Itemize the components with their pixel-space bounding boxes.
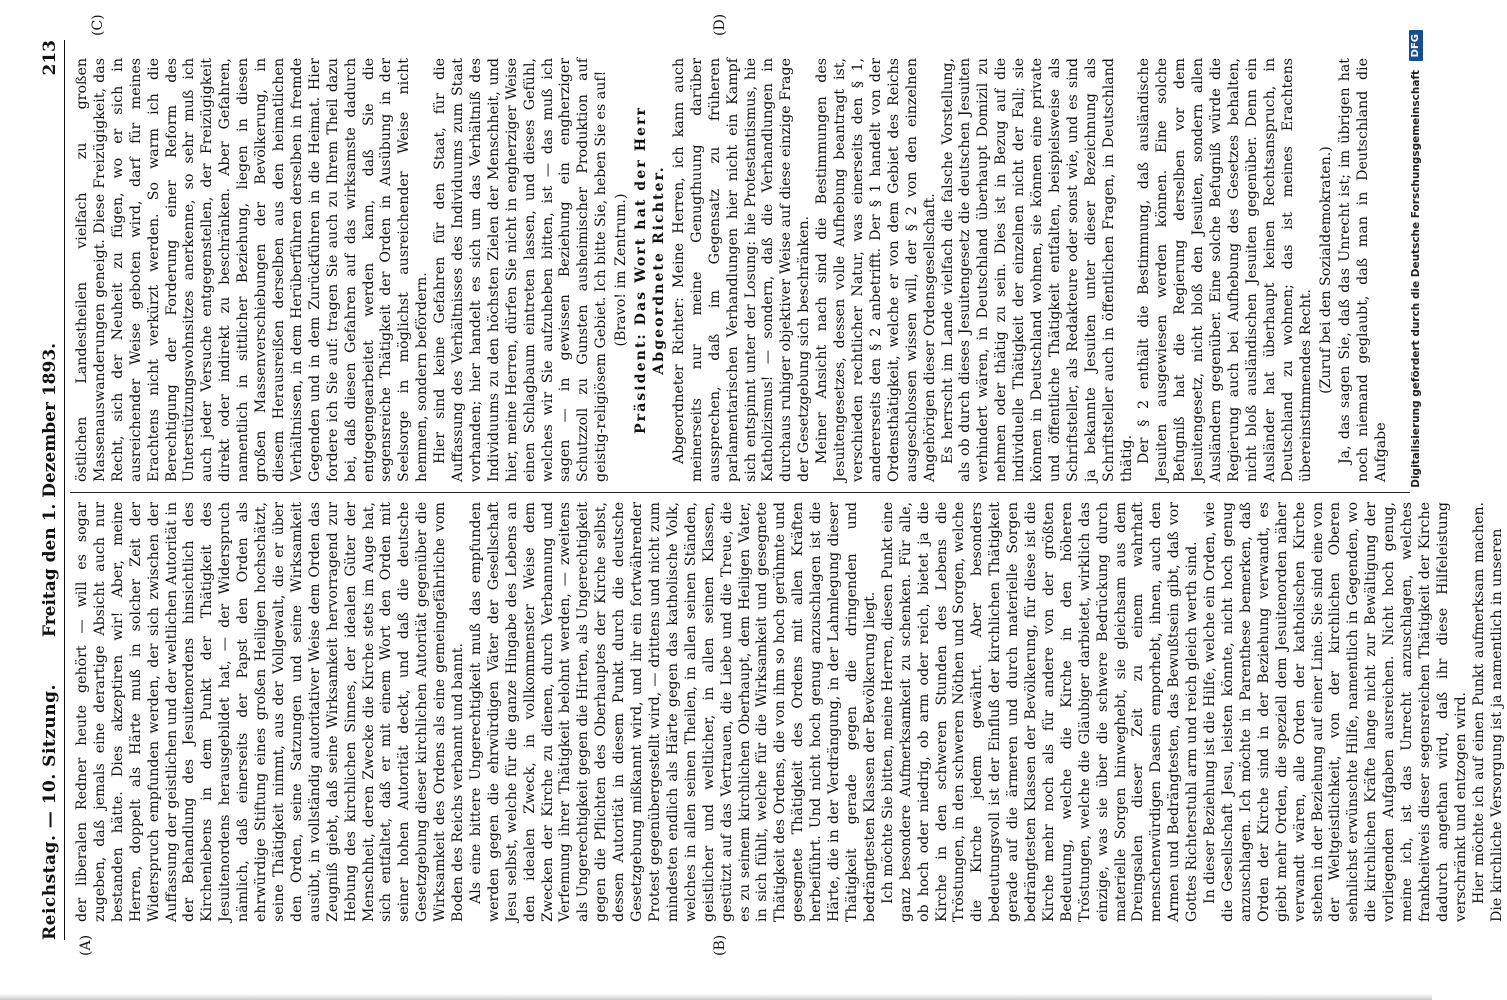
- digitization-credit: Digitalisierung gefördert durch die Deutsche Forschungsgemeinschaft: [1410, 70, 1422, 488]
- speaker-announcement: Präsident: Das Wort hat der Herr Abgeordnete Richter.: [633, 105, 667, 435]
- header-date: Freitag den 1. Dezember 1893.: [40, 342, 60, 638]
- margin-marker-c: (C): [90, 14, 106, 36]
- margin-marker-b: (B): [712, 934, 728, 956]
- dfg-logo: DFG: [1409, 30, 1423, 61]
- scan-edge-shadow: [0, 994, 1432, 1000]
- paragraph: der liberalen Redner heute gehört — will es sogar zugeben, daß jemals eine derartige Absicht auch nur bestanden hätte. Dies akzeptiren wir! Aber, meine Herren, doppelt als Härte muß in solcher Zeit der Widerspruch empfunden werden, der sich zwischen der Auffassung der geistlichen und der weltlichen Autorität in der Behandlung des Jesuitenordens hinsichtlich des Kirchenlebens in dem Punkt der Thätigkeit des Jesuitenordens herausgebildet hat, — der Widerspruch nämlich, daß einerseits der Papst den Orden als ehrwürdige Stiftung eines großen Heiligen hochschätzt, seine Thätigkeit nimmt, aus der Vollgewalt, die er über den Orden, seine Satzungen und seine Wirksamkeit ausübt, in vollständig autoritativer Weise dem Orden das Zeugniß giebt, daß seine Wirksamkeit hervorragend zur Hebung des kirchlichen Sinnes, der idealen Güter der Menschheit, deren Zwecke die Kirche stets im Auge hat, sich entfaltet, daß er mit einem Wort den Orden mit seiner hohen Autorität deckt, und daß die deutsche Gesetzgebung dieser kirchlichen Autorität gegenüber die Wirksamkeit des Ordens als eine gemeingefährliche vom Boden des Reichs verbannt und bannt.: [74, 502, 467, 922]
- margin-marker-a: (A): [78, 934, 94, 956]
- paragraph: Der § 2 enthält die Bestimmung, daß ausländische Jesuiten ausgewiesen werden können. Eine solche Befugniß hat die Regierung derselben vor dem Jesuitengesetz, nicht bloß den Jesuiten, sondern allen Ausländern gegenüber. Eine solche Befugniß würde die Regierung auch bei Aufhebung des Gesetzes behalten, nicht bloß ausländischen Jesuiten gegenüber. Denn ein Ausländer hat überhaupt keinen Rechtsanspruch, in Deutschland zu wohnen; das ist meines Erachtens übereinstimmendes Recht.: [1136, 58, 1314, 482]
- paragraph: Hier möchte ich auf einen Punkt aufmerksam machen. Die kirchliche Versorgung ist ja namentlich in unseren: [1470, 502, 1505, 922]
- paragraph: Hier sind keine Gefahren für den Staat, für die Auffassung des Verhältnisses des Individuums zum Staat vorhanden; hier handelt es sich um das Verhältniß des Individuums zu den höchsten Zielen der Menschheit, und hier, meine Herren, dürfen Sie nicht in engherziger Weise einen Schlagbaum eintreten lassen, und dieses Gefühl, welches wir Sie aufzuheben bitten, ist — das muß ich sagen — in gewissen Beziehung ein engherziger Schutzzoll zu Gunsten ausheimischer Produktion auf geistig-religiösem Gebiet. Ich bitte Sie, heben Sie es auf!: [432, 58, 610, 482]
- column-divider: [70, 492, 1410, 493]
- paragraph: Als eine bittere Ungerechtigkeit muß das empfunden werden gegen die ehrwürdigen Väter der Gesellschaft Jesu selbst, welche für die ganze Hingabe des Lebens an den idealen Zweck, in vollkommenster Weise dem Zwecken der Kirche zu dienen, durch Verbannung und Verfemung ihrer Thätigkeit belohnt werden, — zweitens als Ungerechtigkeit gegen die Hirten, als Ungerechtigkeit gegen die Pflichten des Oberhauptes der Kirche selbst, dessen Autorität in diesem Punkt durch die deutsche Gesetzgebung mißkannt wird, und ihr ein fortwährender Protest gegenübergestellt wird, — drittens und nicht zum mindesten endlich als Härte gegen das katholische Volk, welches in allen seinen Theilen, in allen seinen Ständen, geistlicher und weltlicher, in allen seinen Klassen, gestützt auf das Vertrauen, die Liebe und die Treue, die es zu seinem kirchlichen Oberhaupt, dem Heiligen Vater, in sich fühlt, welche für die Wirksamkeit und gesegnete Thätigkeit des Ordens, die von ihm so hoch gerühmte und gesegnete Thätigkeit des Ordens mit allen Kräften herbeiführt. Und nicht hoch genug anzuschlagen ist die Härte, die in der Verdrängung, in der Lahmlegung dieser Thätigkeit gerade gegen die dringenden und bedrängtesten Klassen der Bevölkerung liegt.: [467, 502, 878, 922]
- page-header: [38, 40, 65, 940]
- paragraph: In dieser Beziehung ist die Hilfe, welche ein Orden, wie die Gesellschaft Jesu, leisten könnte, nicht hoch genug anzuschlagen. Ich möchte in Parenthese bemerken, daß Orden der Kirche sind in der Beziehung verwandt, es giebt mehr Orden, die speziell dem Jesuitenorden näher verwandt wären, alle Orden der katholischen Kirche stehen in der Beziehung auf einer Linie. Sie sind eine von der Weltgeistlichkeit, von der kirchlichen Oberen sehnlichst erwünschte Hilfe, namentlich in Gegenden, wo die kirchlichen Kräfte lange nicht zur Bewältigung der vorliegenden Aufgaben ausreichen. Nicht hoch genug, meine ich, ist das Unrecht anzuschlagen, welches frankheitweis dieser segensreichen Thätigkeit der Kirche dadurch angethan wird, daß ihr diese Hilfeleistung verschränkt und entzogen wird.: [1202, 502, 1469, 922]
- paragraph: Abgeordneter Richter: Meine Herren, ich kann auch meinerseits nur meine Genugthuung darüber aussprechen, daß im Gegensatz zu früheren parlamentarischen Verhandlungen hier nicht ein Kampf sich entspinnt unter der Losung: hie Protestantismus, hie Katholizismus! — sondern, daß die Verhandlungen in durchaus ruhiger objektiver Weise auf diese einzige Frage der Gesetzgebung sich beschränken.: [670, 58, 813, 482]
- left-text-column: [74, 502, 1505, 922]
- paragraph: Meiner Ansicht nach sind die Bestimmungen des Jesuitengesetzes, dessen volle Aufhebung beantragt ist, verschieden rechtlicher Natur, was einerseits den § 1, andererseits den § 2 anbetrifft. Der § 1 handelt von der Ordensthätigkeit, welche er von dem Gebiet des Reichs ausgeschlossen wissen will, der § 2 von den einzelnen Angehörigen dieser Ordensgesellschaft.: [814, 58, 938, 482]
- interjection: (Zuruf bei den Sozialdemokraten.): [1317, 146, 1334, 394]
- paragraph: Ich möchte Sie bitten, meine Herren, diesen Punkt eine ganz besondere Aufmerksamkeit zu schenken. Für alle, ob hoch oder niedrig, ob arm oder reich, bietet ja die Kirche in den schweren Stunden des Lebens die Tröstungen, in den schweren Nöthen und Sorgen, welche die Kirche jedem gewährt. Aber besonders bedeutungsvoll ist der Einfluß der kirchlichen Thätigkeit gerade auf die ärmeren und durch materielle Sorgen bedrängtesten Klassen der Bevölkerung, für diese ist die Kirche mehr noch als für andere von der größten Bedeutung, welche die Kirche in den höheren Tröstungen, welche die Gläubiger darbietet, wirklich das einzige, was sie über die schwere Bedrückung durch materielle Sorgen hinweghebt, sie gleichsam aus dem Dreingsalen dieser Zeit zu einem wahrhaft menschenwürdigen Dasein emporhebt, ihnen, auch den Armen und Bedrängtesten, das Bewußtsein gibt, daß vor Gottes Richterstuhl arm und reich gleich werth sind.: [879, 502, 1201, 922]
- header-session: Reichstag. — 10. Sitzung.: [40, 684, 60, 940]
- page-footer: [1408, 30, 1426, 960]
- margin-marker-d: (D): [712, 13, 728, 36]
- paragraph: östlichen Landestheilen vielfach zu großen Massenauswanderungen geneigt. Diese Freizügigkeit, das Recht, sich der Neuheit zu fügen, wo er sich in ausreichender Weise geboten wird, darf für meines Erachtens nicht verkürzt werden. So warm ich die Berechtigung der Forderung einer Reform des Unterstützungswohnsitzes anerkenne, so sehr muß ich auch jeder Versuche entgegenstellen, der Freizügigkeit direkt oder indirekt zu beschränken. Aber Gefahren, namentlich in sittlicher Beziehung, liegen in diesen großen Massenverschiebungen der Bevölkerung, in diesem Herausreißen derselben aus den heimatlichen Verhältnissen, in dem Herüberführen derselben in fremde Gegenden und in dem Zurückführen in die Heimat. Hier fordere ich Sie auf: tragen Sie auch zu Ihrem Theil dazu bei, daß diesen Gefahren auf das wirksamste dadurch entgegengearbeitet werden kann, daß Sie die segensreiche Thätigkeit der Orden in Ausübung in der Seelsorge in möglichst ausreichender Weise nicht hemmen, sondern befördern.: [74, 58, 431, 482]
- paragraph: Ja, das sagen Sie, daß das Unrecht ist; im übrigen hat noch niemand geglaubt, daß man in Deutschland die Aufgabe: [1337, 58, 1390, 482]
- interjection: (Bravo! im Zentrum.): [613, 193, 630, 347]
- right-text-column: [74, 58, 1402, 482]
- page-number: 213: [40, 40, 60, 76]
- paragraph: Es herrscht im Lande vielfach die falsche Vorstellung, als ob durch dieses Jesuitengesetz die deutschen Jesuiten verhindert wären, in Deutschland überhaupt Domizil zu nehmen oder thätig zu sein. Dies ist in Bezug auf die individuelle Thätigkeit der einzelnen nicht der Fall; sie können in Deutschland wohnen, sie können eine private und öffentliche Thätigkeit entfalten, beispielsweise als Schriftsteller, als Redakteure oder sonst wie, und es sind ja bekannte Jesuiten unter dieser Bezeichnung als Schriftsteller auch in öffentlichen Fragen, in Deutschland thätig.: [939, 58, 1135, 482]
